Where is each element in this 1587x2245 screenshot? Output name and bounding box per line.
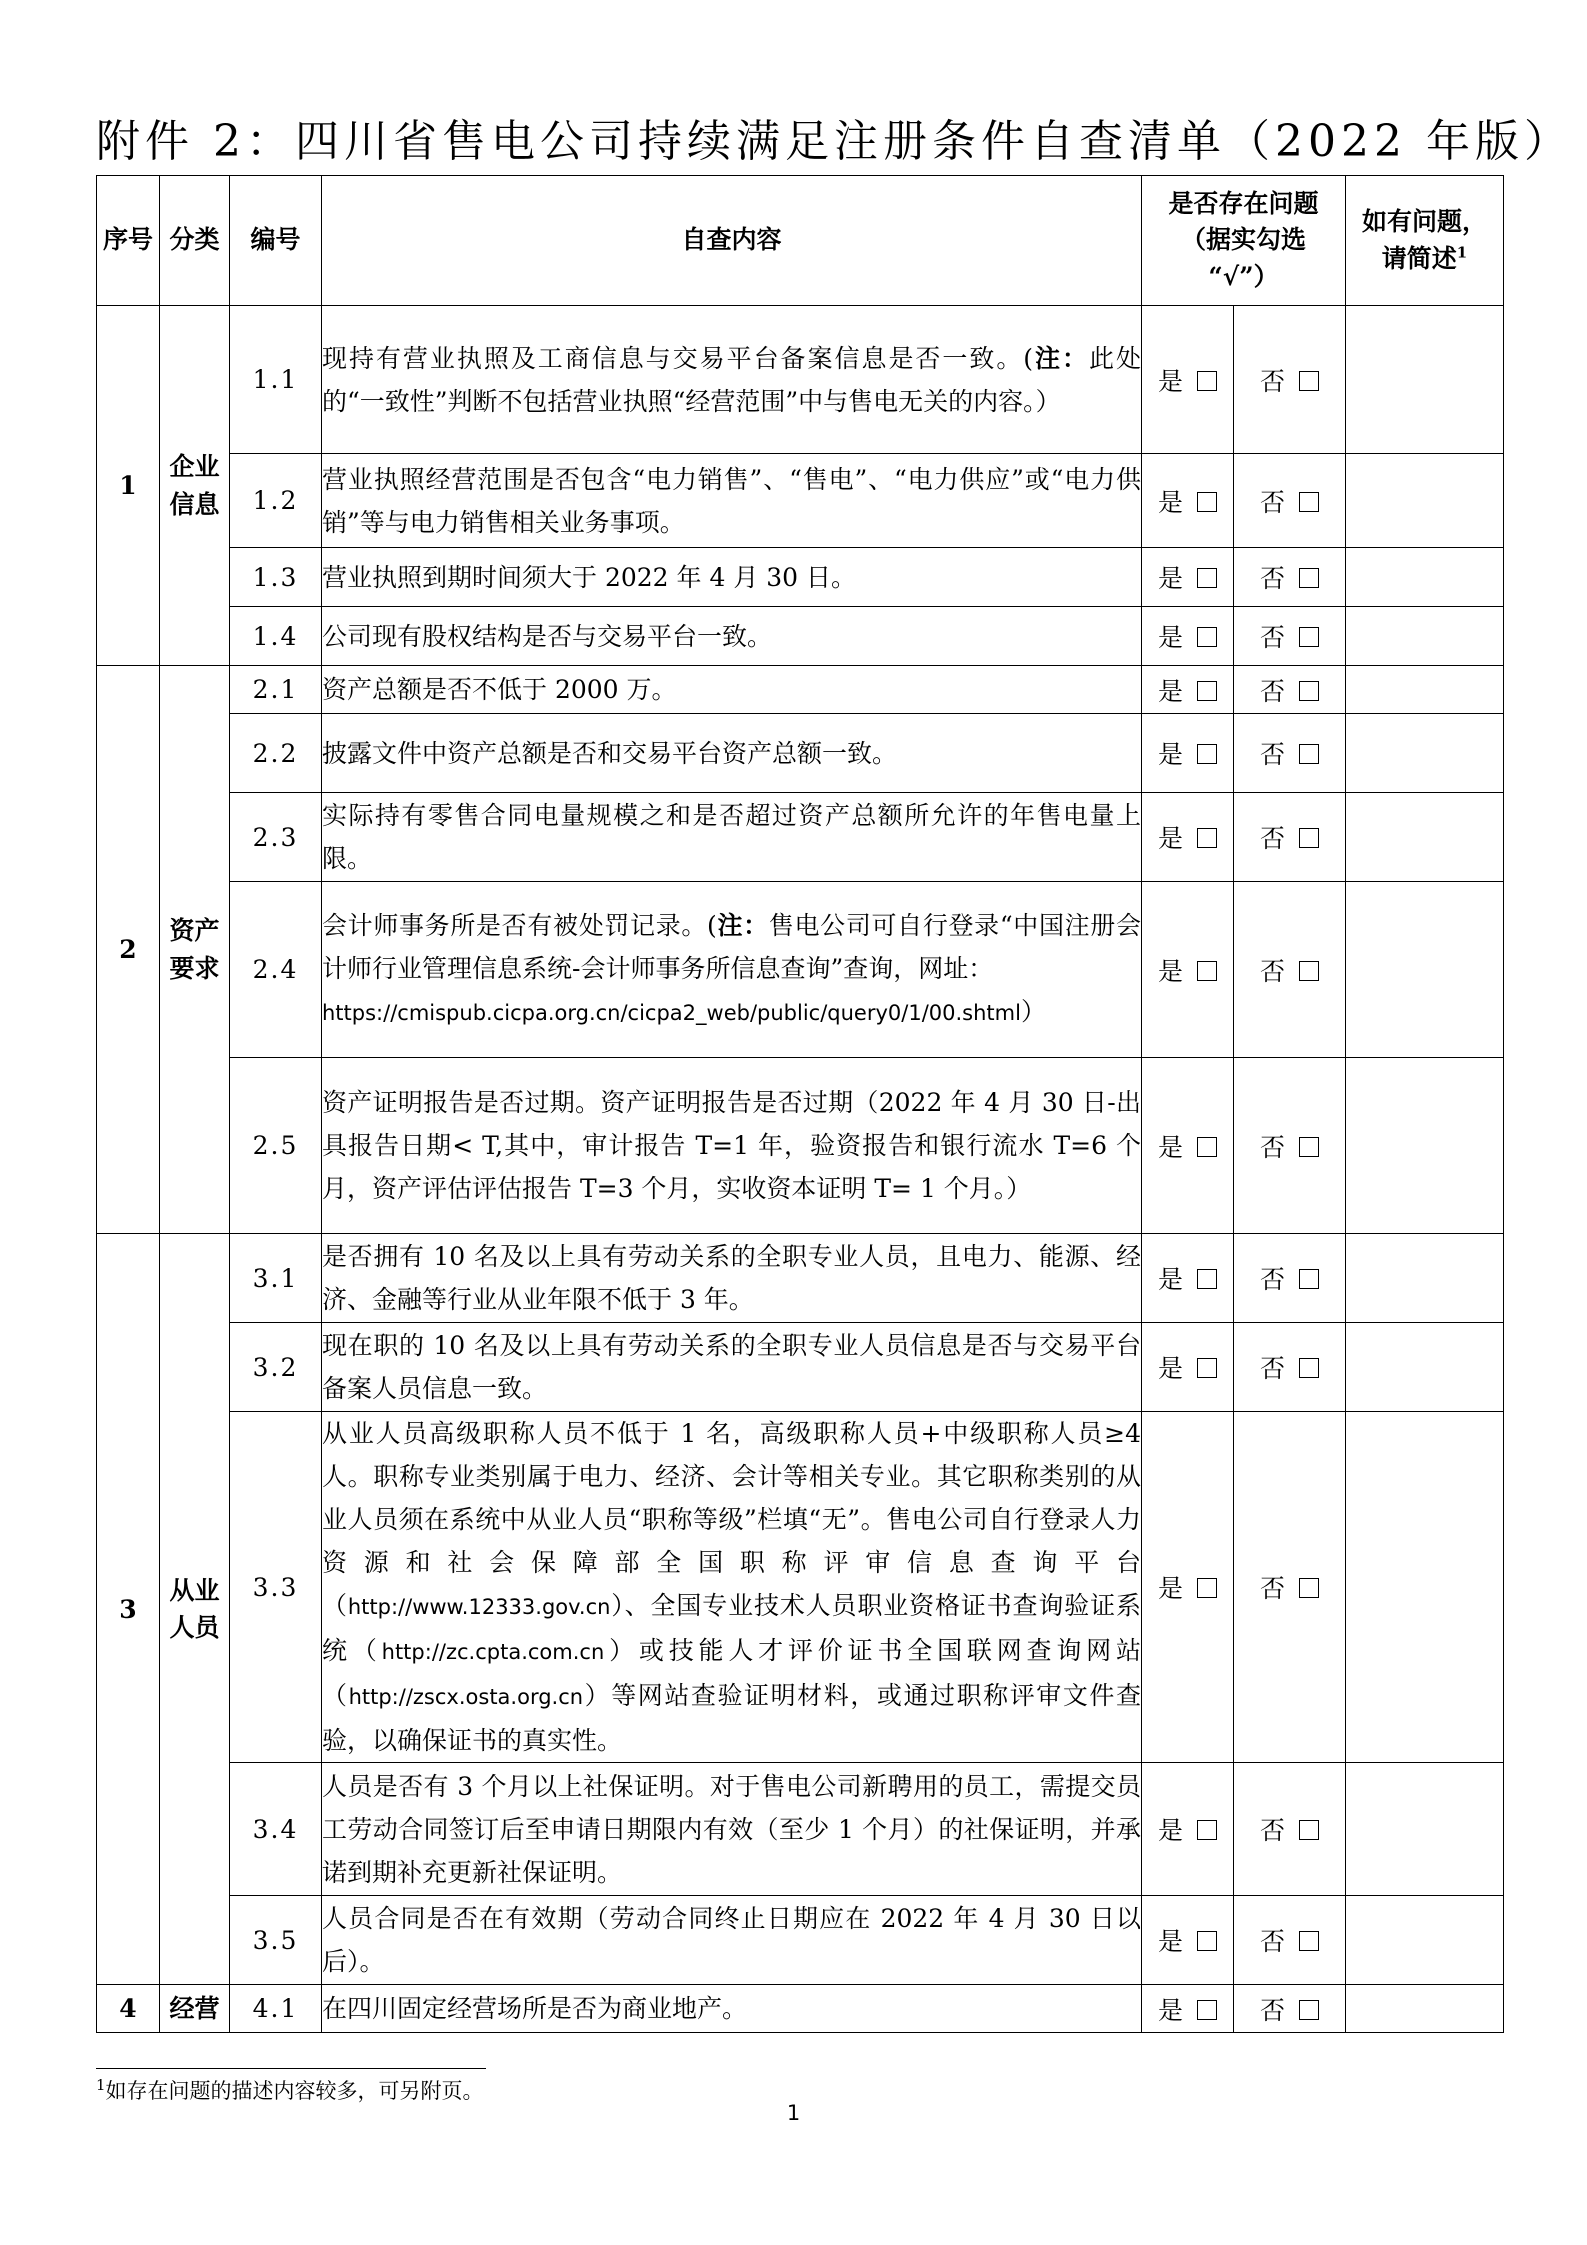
no-label: 否 [1260, 564, 1286, 593]
no-label: 否 [1260, 1816, 1286, 1845]
footnote-text: 如存在问题的描述内容较多，可另附页。 [105, 2079, 484, 2103]
description-cell[interactable] [1346, 1058, 1504, 1234]
yes-label: 是 [1157, 956, 1183, 986]
yes-cell [1142, 548, 1234, 607]
category-line2: 信息 [169, 489, 220, 519]
no-checkbox[interactable] [1299, 828, 1319, 848]
no-cell [1234, 548, 1346, 607]
item-content: 营业执照到期时间须大于 2022 年 4 月 30 日。 [322, 548, 1142, 607]
item-number: 1.1 [230, 306, 322, 454]
table-row [97, 1412, 1504, 1763]
header-category: 分类 [160, 176, 230, 306]
section-category [160, 666, 230, 1234]
no-label: 否 [1260, 623, 1286, 652]
no-cell [1234, 607, 1346, 666]
checklist-table [96, 175, 1504, 2033]
no-checkbox[interactable] [1299, 492, 1319, 512]
description-cell[interactable] [1346, 1412, 1504, 1763]
no-checkbox[interactable] [1299, 568, 1319, 588]
item-content: 在四川固定经营场所是否为商业地产。 [322, 1985, 1142, 2033]
section-category [160, 306, 230, 666]
no-cell [1234, 1323, 1346, 1412]
cpta-url-link[interactable]: http://zc.cpta.com.cn [381, 1640, 605, 1664]
yes-checkbox[interactable] [1197, 1269, 1217, 1289]
yes-checkbox[interactable] [1197, 2000, 1217, 2020]
item-content: 人员合同是否在有效期（劳动合同终止日期应在 2022 年 4 月 30 日以后）。 [322, 1896, 1142, 1985]
yes-checkbox[interactable] [1197, 492, 1217, 512]
table-row [97, 1985, 1504, 2033]
yes-label: 是 [1157, 1574, 1183, 1603]
description-cell[interactable] [1346, 1896, 1504, 1985]
section-category: 经营 [160, 1985, 230, 2033]
yes-label: 是 [1157, 564, 1183, 593]
footnote-mark: 1 [96, 2076, 106, 2094]
osta-url-link[interactable]: http://zscx.osta.org.cn [348, 1685, 584, 1709]
description-cell[interactable] [1346, 306, 1504, 454]
yes-label: 是 [1157, 1995, 1183, 2025]
item-number: 2.2 [230, 714, 322, 793]
item-number: 1.4 [230, 607, 322, 666]
yes-checkbox[interactable] [1197, 828, 1217, 848]
item-content: 资产证明报告是否过期。资产证明报告是否过期（2022 年 4 月 30 日-出具报告日期< T,其中，审计报告 T=1 年，验资报告和银行流水 T=6 个月，资产评估评估报告 T=3 个月，实收资本证明 T= 1 个月。） [322, 1058, 1142, 1234]
header-number: 编号 [230, 176, 322, 306]
yes-cell [1142, 666, 1234, 714]
header-description [1346, 176, 1504, 306]
description-cell[interactable] [1346, 548, 1504, 607]
no-label: 否 [1260, 1995, 1286, 2025]
item-content: 人员是否有 3 个月以上社保证明。对于售电公司新聘用的员工，需提交员工劳动合同签订后至申请日期限内有效（至少 1 个月）的社保证明，并承诺到期补充更新社保证明。 [322, 1763, 1142, 1896]
yes-checkbox[interactable] [1197, 1931, 1217, 1951]
no-cell [1234, 306, 1346, 454]
description-cell[interactable] [1346, 1323, 1504, 1412]
description-cell[interactable] [1346, 607, 1504, 666]
yes-label: 是 [1157, 487, 1183, 517]
table-row [97, 1896, 1504, 1985]
yes-cell [1142, 1412, 1234, 1763]
item-content: 实际持有零售合同电量规模之和是否超过资产总额所允许的年售电量上限。 [322, 793, 1142, 882]
header-content: 自查内容 [322, 176, 1142, 306]
item-number: 4.1 [230, 1985, 322, 2033]
yes-checkbox[interactable] [1197, 627, 1217, 647]
item-number: 3.4 [230, 1763, 322, 1896]
header-issue-line3: “√”） [1208, 261, 1279, 291]
header-issue-line1: 是否存在问题 [1168, 189, 1319, 219]
item-number: 3.3 [230, 1412, 322, 1763]
no-label: 否 [1260, 1265, 1286, 1294]
description-cell[interactable] [1346, 1234, 1504, 1323]
no-label: 否 [1260, 824, 1286, 853]
item-text-cont: ）或技能人才评价证书全国联网查询网站（ [322, 1636, 1141, 1710]
yes-checkbox[interactable] [1197, 1578, 1217, 1598]
table-row [97, 1323, 1504, 1412]
category-line1: 资产 [169, 916, 220, 945]
yes-cell [1142, 1896, 1234, 1985]
no-cell [1234, 1412, 1346, 1763]
note-label: 注： [1033, 343, 1089, 373]
item-number: 1.2 [230, 454, 322, 548]
yes-label: 是 [1157, 1265, 1183, 1294]
no-label: 否 [1260, 487, 1286, 517]
yes-checkbox[interactable] [1197, 371, 1217, 391]
item-number: 2.4 [230, 882, 322, 1058]
header-seq: 序号 [97, 176, 160, 306]
no-checkbox[interactable] [1299, 1931, 1319, 1951]
item-content: 营业执照经营范围是否包含“电力销售”、“售电”、“电力供应”或“电力供销”等与电力销售相关业务事项。 [322, 454, 1142, 548]
header-issue-line2: （据实勾选 [1181, 225, 1307, 255]
table-row [97, 306, 1504, 454]
no-checkbox[interactable] [1299, 371, 1319, 391]
category-line1: 企业 [169, 452, 220, 481]
yes-label: 是 [1157, 623, 1183, 652]
table-row [97, 793, 1504, 882]
item-text-cont: 售电公司可自行登录“中国注册会计师行业管理信息系统-会计师事务所信息查询”查询，网址： [322, 911, 1141, 983]
no-cell [1234, 1234, 1346, 1323]
no-cell [1234, 882, 1346, 1058]
yes-checkbox[interactable] [1197, 744, 1217, 764]
no-checkbox[interactable] [1299, 1820, 1319, 1840]
yes-label: 是 [1157, 740, 1183, 769]
yes-cell [1142, 1058, 1234, 1234]
yes-checkbox[interactable] [1197, 1137, 1217, 1157]
description-cell[interactable] [1346, 714, 1504, 793]
section-seq: 3 [97, 1234, 160, 1985]
no-checkbox[interactable] [1299, 627, 1319, 647]
no-label: 否 [1260, 956, 1286, 986]
table-row [97, 548, 1504, 607]
no-cell [1234, 793, 1346, 882]
no-label: 否 [1260, 676, 1286, 706]
document-title: 附件 2：四川省售电公司持续满足注册条件自查清单（2022 年版） [96, 116, 1573, 167]
category-line2: 人员 [169, 1613, 220, 1642]
description-cell[interactable] [1346, 1763, 1504, 1896]
yes-checkbox[interactable] [1197, 1820, 1217, 1840]
no-cell [1234, 1763, 1346, 1896]
no-cell [1234, 714, 1346, 793]
item-content [322, 306, 1142, 454]
item-text-end: ） [1020, 997, 1046, 1026]
yes-label: 是 [1157, 1927, 1183, 1956]
no-label: 否 [1260, 1927, 1286, 1956]
no-cell [1234, 1058, 1346, 1234]
item-content: 现在职的 10 名及以上具有劳动关系的全职专业人员信息是否与交易平台备案人员信息一致。 [322, 1323, 1142, 1412]
header-row [97, 176, 1504, 306]
item-content: 是否拥有 10 名及以上具有劳动关系的全职专业人员，且电力、能源、经济、金融等行业从业年限不低于 3 年。 [322, 1234, 1142, 1323]
yes-cell [1142, 793, 1234, 882]
no-checkbox[interactable] [1299, 1269, 1319, 1289]
category-line2: 要求 [169, 953, 220, 983]
no-cell [1234, 454, 1346, 548]
yes-checkbox[interactable] [1197, 961, 1217, 981]
yes-cell [1142, 1985, 1234, 2033]
yes-label: 是 [1157, 1132, 1183, 1162]
no-label: 否 [1260, 1132, 1286, 1162]
no-checkbox[interactable] [1299, 2000, 1319, 2020]
yes-cell [1142, 882, 1234, 1058]
mohrss-url-link[interactable]: http://www.12333.gov.cn [347, 1595, 611, 1619]
no-checkbox[interactable] [1299, 1578, 1319, 1598]
table-row [97, 714, 1504, 793]
item-number: 3.5 [230, 1896, 322, 1985]
section-category [160, 1234, 230, 1985]
yes-checkbox[interactable] [1197, 1358, 1217, 1378]
item-number: 3.2 [230, 1323, 322, 1412]
description-cell[interactable] [1346, 666, 1504, 714]
yes-label: 是 [1157, 676, 1183, 706]
no-checkbox[interactable] [1299, 1358, 1319, 1378]
note-label: 注： [716, 911, 769, 940]
header-desc-footnote-mark: 1 [1456, 243, 1468, 262]
item-number: 3.1 [230, 1234, 322, 1323]
table-row [97, 1763, 1504, 1896]
item-text-cont: ）、全国专业技术人员职业资格证书查询验证系统（ [322, 1591, 1141, 1665]
category-line1: 从业 [169, 1575, 220, 1605]
yes-cell [1142, 306, 1234, 454]
no-label: 否 [1260, 1354, 1286, 1383]
yes-cell [1142, 1323, 1234, 1412]
item-number: 1.3 [230, 548, 322, 607]
table-row [97, 1234, 1504, 1323]
item-content [322, 1412, 1142, 1763]
no-cell [1234, 1896, 1346, 1985]
description-cell[interactable] [1346, 1985, 1504, 2033]
description-cell[interactable] [1346, 793, 1504, 882]
section-seq: 4 [97, 1985, 160, 2033]
table-row [97, 607, 1504, 666]
table-row [97, 666, 1504, 714]
cicpa-url-link[interactable]: https://cmispub.cicpa.org.cn/cicpa2_web/public/query0/1/00.shtml [322, 1001, 1021, 1025]
item-text: 从业人员高级职称人员不低于 1 名，高级职称人员+中级职称人员≥4 人。职称专业类别属于电力、经济、会计等相关专业。其它职称类别的从业人员须在系统中从业人员“职称等级”栏填“无”。售电公司自行登录人力资源和社会保障部全国职称评审信息查询平台（ [322, 1419, 1141, 1620]
no-checkbox[interactable] [1299, 961, 1319, 981]
item-text: 会计师事务所是否有被处罚记录。( [322, 911, 717, 940]
item-content: 披露文件中资产总额是否和交易平台资产总额一致。 [322, 714, 1142, 793]
no-cell [1234, 1985, 1346, 2033]
table-row [97, 454, 1504, 548]
item-text-cont: 此处的“一致性”判断不包括营业执照“经营范围”中与售电无关的内容。） [322, 343, 1141, 416]
item-content: 资产总额是否不低于 2000 万。 [322, 666, 1142, 714]
header-desc-line2: 请简述 [1381, 243, 1457, 273]
item-content [322, 882, 1142, 1058]
description-cell[interactable] [1346, 454, 1504, 548]
yes-cell [1142, 1234, 1234, 1323]
no-label: 否 [1260, 1574, 1286, 1603]
table-row [97, 1058, 1504, 1234]
yes-cell [1142, 454, 1234, 548]
no-checkbox[interactable] [1299, 744, 1319, 764]
no-label: 否 [1260, 740, 1286, 769]
yes-label: 是 [1157, 366, 1183, 396]
header-desc-line1: 如有问题， [1362, 207, 1488, 237]
item-text: 现持有营业执照及工商信息与交易平台备案信息是否一致。( [322, 343, 1034, 373]
header-issue-exists [1142, 176, 1346, 306]
item-text-end: ）等网站查验证明材料，或通过职称评审文件查验，以确保证书的真实性。 [322, 1681, 1141, 1755]
no-cell [1234, 666, 1346, 714]
yes-label: 是 [1157, 1354, 1183, 1383]
yes-label: 是 [1157, 824, 1183, 853]
yes-checkbox[interactable] [1197, 568, 1217, 588]
table-row [97, 882, 1504, 1058]
yes-cell [1142, 607, 1234, 666]
no-label: 否 [1260, 366, 1286, 396]
yes-label: 是 [1157, 1816, 1183, 1845]
section-seq: 2 [97, 666, 160, 1234]
yes-cell [1142, 714, 1234, 793]
description-cell[interactable] [1346, 882, 1504, 1058]
no-checkbox[interactable] [1299, 1137, 1319, 1157]
item-number: 2.5 [230, 1058, 322, 1234]
page-number: 1 [786, 2101, 801, 2125]
item-content: 公司现有股权结构是否与交易平台一致。 [322, 607, 1142, 666]
yes-checkbox[interactable] [1197, 681, 1217, 701]
yes-cell [1142, 1763, 1234, 1896]
no-checkbox[interactable] [1299, 681, 1319, 701]
section-seq: 1 [97, 306, 160, 666]
item-number: 2.1 [230, 666, 322, 714]
item-number: 2.3 [230, 793, 322, 882]
